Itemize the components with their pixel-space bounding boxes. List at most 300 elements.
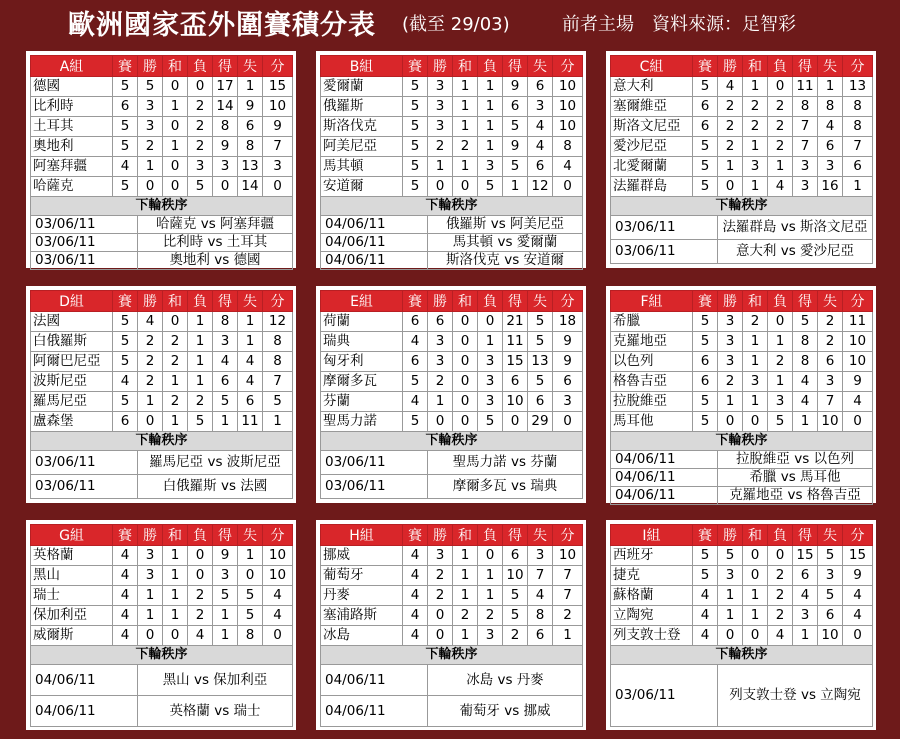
fixture-match: 希臘 vs 馬耳他 [718,469,873,487]
stat-cell: 3 [138,546,163,566]
team-name: 羅馬尼亞 [31,392,113,412]
team-name: 阿爾巴尼亞 [31,352,113,372]
stat-cell: 3 [718,566,743,586]
stat-cell: 4 [843,606,873,626]
stat-cell: 8 [263,332,293,352]
stat-cell: 0 [503,412,528,432]
stat-cell: 10 [553,97,583,117]
team-name: 拉脫維亞 [611,392,693,412]
stat-header: 分 [263,56,293,77]
stat-cell: 3 [743,372,768,392]
stat-header: 勝 [138,56,163,77]
fixture-match: 冰島 vs 丹麥 [428,665,583,696]
stat-cell: 4 [113,546,138,566]
standings-row [31,332,293,352]
stat-cell: 12 [528,177,553,197]
team-name: 愛爾蘭 [321,77,403,97]
team-name: 匈牙利 [321,352,403,372]
team-name: 聖馬力諾 [321,412,403,432]
stat-cell: 1 [263,412,293,432]
standings-row [321,566,583,586]
standings-row [31,312,293,332]
stat-cell: 3 [428,97,453,117]
team-name: 立陶宛 [611,606,693,626]
stat-cell: 1 [743,177,768,197]
stat-header: 負 [188,291,213,312]
fixture-row [611,240,873,264]
standings-row [611,177,873,197]
fixture-date: 03/06/11 [31,234,138,252]
team-name: 意大利 [611,77,693,97]
stat-cell: 0 [718,177,743,197]
standings-row [611,372,873,392]
stat-header: 勝 [718,525,743,546]
stat-cell: 3 [213,332,238,352]
stat-cell: 4 [818,117,843,137]
stat-cell: 5 [693,312,718,332]
stat-header: 和 [743,56,768,77]
standings-row [321,177,583,197]
stat-cell: 3 [213,157,238,177]
next-round-label: 下輪秩序 [321,646,583,665]
stat-header: 失 [528,291,553,312]
stat-cell: 1 [453,566,478,586]
stat-cell: 6 [503,97,528,117]
standings-row [321,626,583,646]
stat-cell: 6 [528,77,553,97]
stat-cell: 4 [843,586,873,606]
stat-cell: 8 [263,352,293,372]
stat-cell: 7 [553,566,583,586]
stat-cell: 2 [428,566,453,586]
stat-cell: 4 [113,566,138,586]
stat-cell: 1 [163,372,188,392]
team-name: 法羅群島 [611,177,693,197]
stat-cell: 5 [213,586,238,606]
stat-cell: 1 [793,626,818,646]
stat-cell: 5 [403,117,428,137]
stat-cell: 1 [428,157,453,177]
stat-cell: 10 [818,626,843,646]
stat-header: 賽 [403,56,428,77]
stat-cell: 2 [768,117,793,137]
stat-cell: 0 [138,177,163,197]
stat-cell: 8 [843,97,873,117]
stat-cell: 1 [188,372,213,392]
stat-cell: 0 [163,77,188,97]
stat-cell: 1 [238,546,263,566]
stat-cell: 0 [163,177,188,197]
fixture-match: 哈薩克 vs 阿塞拜疆 [138,216,293,234]
stat-header: 失 [238,56,263,77]
stat-cell: 3 [428,332,453,352]
stat-cell: 4 [403,546,428,566]
stat-cell: 5 [403,157,428,177]
standings-row [321,392,583,412]
stat-cell: 14 [213,97,238,117]
standings-row [321,97,583,117]
stat-cell: 0 [138,412,163,432]
fixture-match: 克羅地亞 vs 格魯吉亞 [718,487,873,505]
stat-cell: 2 [188,392,213,412]
next-round-label: 下輪秩序 [31,197,293,216]
stat-cell: 1 [718,606,743,626]
stat-cell: 4 [528,137,553,157]
stat-cell: 1 [188,332,213,352]
stat-cell: 1 [478,137,503,157]
fixture-date: 03/06/11 [31,216,138,234]
stat-cell: 0 [718,412,743,432]
stat-cell: 4 [403,606,428,626]
stat-cell: 4 [793,586,818,606]
stat-cell: 2 [818,312,843,332]
group-panel [606,286,876,503]
stat-cell: 2 [743,117,768,137]
stat-cell: 4 [793,372,818,392]
stat-cell: 17 [213,77,238,97]
fixture-match: 俄羅斯 vs 阿美尼亞 [428,216,583,234]
stat-cell: 2 [818,332,843,352]
stat-cell: 9 [213,137,238,157]
fixture-match: 馬其頓 vs 愛爾蘭 [428,234,583,252]
stat-cell: 9 [843,566,873,586]
fixture-date: 04/06/11 [31,696,138,727]
stat-header: 勝 [718,291,743,312]
stat-header: 得 [213,56,238,77]
standings-row [31,566,293,586]
stat-cell: 6 [818,137,843,157]
stat-cell: 3 [428,546,453,566]
team-name: 阿美尼亞 [321,137,403,157]
standings-row [321,546,583,566]
stat-cell: 2 [768,566,793,586]
stat-cell: 6 [693,352,718,372]
team-name: 哈薩克 [31,177,113,197]
standings-row [611,137,873,157]
standings-row [611,117,873,137]
stat-cell: 4 [138,312,163,332]
stat-cell: 3 [528,97,553,117]
stat-cell: 5 [403,137,428,157]
stat-header: 負 [768,525,793,546]
stat-cell: 3 [528,546,553,566]
team-name: 斯洛文尼亞 [611,117,693,137]
stat-cell: 10 [553,117,583,137]
stat-cell: 7 [263,137,293,157]
stat-cell: 2 [428,372,453,392]
stat-cell: 5 [693,392,718,412]
stat-cell: 21 [503,312,528,332]
stat-cell: 11 [238,412,263,432]
stat-cell: 2 [768,606,793,626]
stat-header: 失 [818,291,843,312]
team-name: 芬蘭 [321,392,403,412]
standings-row [31,586,293,606]
stat-cell: 3 [818,566,843,586]
stat-cell: 4 [113,157,138,177]
stat-cell: 2 [188,586,213,606]
stat-cell: 5 [188,177,213,197]
stat-cell: 0 [453,332,478,352]
stat-cell: 4 [113,372,138,392]
page-title: 歐洲國家盃外圍賽積分表 [68,10,376,41]
stat-cell: 3 [138,97,163,117]
stat-cell: 15 [793,546,818,566]
stat-header: 和 [453,56,478,77]
group-name: B組 [321,56,403,77]
stat-cell: 2 [453,137,478,157]
next-round-label: 下輪秩序 [31,646,293,665]
stat-cell: 5 [113,352,138,372]
fixture-row [321,451,583,475]
stat-cell: 1 [213,626,238,646]
header [0,0,900,40]
stat-cell: 29 [528,412,553,432]
stat-header: 和 [163,291,188,312]
stat-header: 分 [263,291,293,312]
stat-cell: 10 [503,566,528,586]
stat-cell: 3 [428,77,453,97]
fixture-match: 摩爾多瓦 vs 瑞典 [428,475,583,499]
fixture-match: 羅馬尼亞 vs 波斯尼亞 [138,451,293,475]
stat-cell: 0 [163,117,188,137]
team-name: 丹麥 [321,586,403,606]
stat-cell: 12 [263,312,293,332]
stat-cell: 1 [478,586,503,606]
stat-cell: 4 [113,606,138,626]
stat-cell: 2 [718,372,743,392]
standings-row [321,117,583,137]
standings-row [611,332,873,352]
stat-cell: 8 [238,626,263,646]
next-round-label: 下輪秩序 [321,197,583,216]
stat-cell: 1 [478,77,503,97]
stat-cell: 0 [478,546,503,566]
stat-cell: 1 [163,412,188,432]
stat-cell: 5 [263,392,293,412]
fixture-date: 03/06/11 [611,216,718,240]
standings-row [611,566,873,586]
stat-cell: 0 [768,546,793,566]
fixture-date: 03/06/11 [31,475,138,499]
stat-cell: 4 [693,586,718,606]
stat-cell: 1 [453,77,478,97]
fixture-row [611,487,873,505]
stat-cell: 10 [263,97,293,117]
stat-cell: 6 [503,372,528,392]
fixture-date: 04/06/11 [321,696,428,727]
stat-cell: 2 [188,606,213,626]
stat-header: 失 [238,291,263,312]
stat-cell: 2 [138,372,163,392]
group-panel [606,51,876,268]
stat-cell: 0 [553,177,583,197]
group-name: A組 [31,56,113,77]
stat-cell: 0 [188,546,213,566]
stat-cell: 5 [113,177,138,197]
team-name: 以色列 [611,352,693,372]
stat-cell: 2 [428,586,453,606]
stat-header: 分 [843,291,873,312]
stat-cell: 4 [263,586,293,606]
standings-row [611,626,873,646]
stat-cell: 5 [793,312,818,332]
team-name: 威爾斯 [31,626,113,646]
fixture-row [321,475,583,499]
standings-row [31,77,293,97]
team-name: 荷蘭 [321,312,403,332]
fixture-row [321,665,583,696]
stat-cell: 10 [843,352,873,372]
stat-header: 負 [478,56,503,77]
stat-cell: 0 [213,177,238,197]
stat-header: 得 [213,525,238,546]
stat-cell: 7 [793,137,818,157]
fixture-row [321,234,583,252]
stat-cell: 6 [113,97,138,117]
standings-row [31,137,293,157]
stat-cell: 7 [793,117,818,137]
stat-cell: 4 [768,177,793,197]
stat-header: 賽 [403,525,428,546]
stat-cell: 3 [793,157,818,177]
stat-cell: 0 [188,77,213,97]
standings-row [611,352,873,372]
stat-cell: 1 [478,97,503,117]
standings-row [611,586,873,606]
stat-header: 和 [163,56,188,77]
standings-row [321,412,583,432]
team-name: 馬其頓 [321,157,403,177]
fixture-match: 黑山 vs 保加利亞 [138,665,293,696]
stat-cell: 6 [528,392,553,412]
stat-cell: 8 [818,97,843,117]
stat-cell: 1 [453,97,478,117]
next-round-label: 下輪秩序 [31,432,293,451]
stat-header: 分 [553,291,583,312]
team-name: 捷克 [611,566,693,586]
stat-cell: 13 [528,352,553,372]
stat-cell: 0 [453,372,478,392]
stat-cell: 5 [718,546,743,566]
fixture-row [31,665,293,696]
stat-cell: 2 [163,392,188,412]
fixture-date: 03/06/11 [611,665,718,727]
stat-cell: 6 [693,372,718,392]
stat-cell: 0 [428,626,453,646]
stat-header: 賽 [113,291,138,312]
group-panel [26,51,296,268]
stat-header: 分 [553,525,583,546]
fixture-date: 03/06/11 [321,451,428,475]
fixture-row [611,451,873,469]
stat-header: 負 [188,525,213,546]
stat-cell: 5 [768,412,793,432]
fixture-row [321,252,583,270]
standings-row [611,392,873,412]
fixture-match: 列支敦士登 vs 立陶宛 [718,665,873,727]
stat-cell: 2 [768,97,793,117]
standings-row [31,117,293,137]
stat-cell: 2 [188,97,213,117]
team-name: 蘇格蘭 [611,586,693,606]
stat-cell: 5 [818,546,843,566]
stat-cell: 4 [238,372,263,392]
stat-cell: 5 [113,117,138,137]
stat-cell: 0 [743,546,768,566]
fixture-row [611,216,873,240]
stat-header: 分 [843,56,873,77]
stat-cell: 5 [113,137,138,157]
stat-cell: 10 [553,77,583,97]
stat-header: 賽 [403,291,428,312]
stat-cell: 1 [743,77,768,97]
fixture-row [31,234,293,252]
stat-cell: 3 [213,566,238,586]
team-name: 斯洛伐克 [321,117,403,137]
stat-cell: 15 [503,352,528,372]
stat-cell: 1 [453,626,478,646]
team-name: 瑞士 [31,586,113,606]
stat-header: 和 [743,291,768,312]
stat-header: 勝 [428,291,453,312]
stat-cell: 0 [743,566,768,586]
team-name: 波斯尼亞 [31,372,113,392]
stat-cell: 5 [403,372,428,392]
stat-cell: 5 [693,137,718,157]
stat-cell: 2 [163,332,188,352]
stat-cell: 1 [768,157,793,177]
stat-cell: 5 [528,312,553,332]
stat-cell: 0 [743,626,768,646]
stat-cell: 4 [403,586,428,606]
fixture-match: 比利時 vs 土耳其 [138,234,293,252]
stat-cell: 8 [213,117,238,137]
stat-header: 賽 [113,525,138,546]
team-name: 愛沙尼亞 [611,137,693,157]
stat-cell: 6 [403,352,428,372]
stat-cell: 3 [428,117,453,137]
standings-row [31,392,293,412]
stat-cell: 3 [138,566,163,586]
stat-cell: 3 [478,372,503,392]
stat-cell: 1 [843,177,873,197]
stat-cell: 1 [138,606,163,626]
stat-cell: 5 [503,117,528,137]
stat-cell: 9 [503,137,528,157]
standings-row [321,157,583,177]
stat-cell: 1 [453,586,478,606]
stat-header: 和 [453,525,478,546]
stat-cell: 4 [843,392,873,412]
stat-cell: 3 [818,157,843,177]
stat-cell: 13 [238,157,263,177]
stat-cell: 15 [843,546,873,566]
stat-cell: 5 [113,77,138,97]
stat-cell: 13 [843,77,873,97]
stat-cell: 1 [743,586,768,606]
stat-cell: 1 [453,157,478,177]
stat-cell: 2 [453,606,478,626]
stat-cell: 5 [693,157,718,177]
stat-cell: 5 [238,606,263,626]
stat-cell: 11 [843,312,873,332]
standings-row [321,586,583,606]
standings-row [31,372,293,392]
standings-row [31,177,293,197]
stat-cell: 4 [238,352,263,372]
stat-cell: 0 [163,157,188,177]
